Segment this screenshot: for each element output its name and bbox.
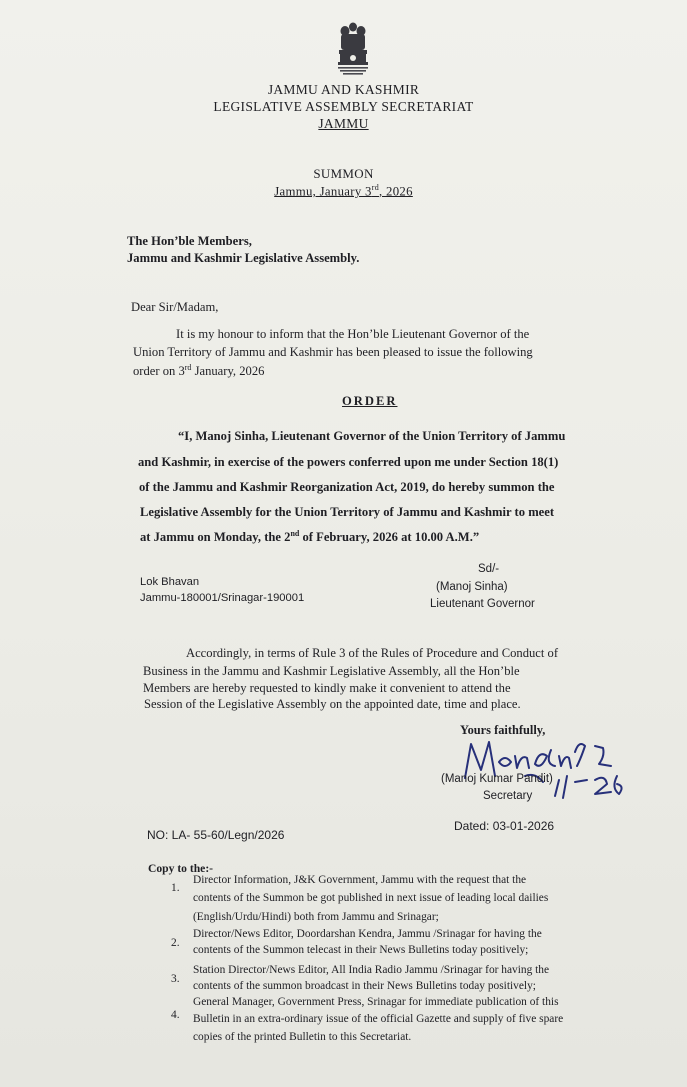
header-line-3: JAMMU xyxy=(318,116,369,131)
order-line-3: of the Jammu and Kashmir Reorganization Act, 2019, do hereby summon the xyxy=(139,480,555,494)
lg-designation: Lieutenant Governor xyxy=(430,598,535,610)
salutation: Dear Sir/Madam, xyxy=(131,300,219,314)
copy-item-2-line-1: Director/News Editor, Doordarshan Kendra, Jammu /Srinagar for having the xyxy=(193,928,542,940)
intro-line-1: It is my honour to inform that the Hon’ble Lieutenant Governor of the xyxy=(176,327,530,341)
order-line-1: “I, Manoj Sinha, Lieutenant Governor of the Union Territory of Jammu xyxy=(178,429,566,443)
header-line-1: JAMMU AND KASHMIR xyxy=(267,82,420,97)
order-line-4: Legislative Assembly for the Union Territory of Jammu and Kashmir to meet xyxy=(140,505,555,519)
lg-sd: Sd/- xyxy=(478,563,500,575)
copy-item-3-number: 3. xyxy=(171,973,180,985)
lg-place-2: Jammu-180001/Srinagar-190001 xyxy=(140,592,305,604)
order-title: ORDER xyxy=(342,394,398,408)
copy-item-3-line-1: Station Director/News Editor, All India Radio Jammu /Srinagar for having the xyxy=(193,964,550,976)
addressee-line-1: The Hon’ble Members, xyxy=(127,234,252,248)
copy-item-3-line-2: contents of the summon broadcast in their News Bulletins today positively; xyxy=(193,980,536,992)
secretary-name: (Manoj Kumar Pandit) xyxy=(441,773,553,785)
order-line-2: and Kashmir, in exercise of the powers conferred upon me under Section 18(1) xyxy=(138,455,559,469)
copy-item-1-number: 1. xyxy=(171,882,180,894)
copy-item-4-line-1: General Manager, Government Press, Srinagar for immediate publication of this xyxy=(193,996,559,1008)
yours-faithfully: Yours faithfully, xyxy=(460,723,546,737)
reference-number: NO: LA- 55-60/Legn/2026 xyxy=(147,828,285,842)
intro-line-2: Union Territory of Jammu and Kashmir has been pleased to issue the following xyxy=(133,345,533,359)
copy-item-1-line-3: (English/Urdu/Hindi) both from Jammu and Srinagar; xyxy=(193,911,439,923)
copy-item-1-line-2: contents of the Summon be got published in next issue of leading local dailies xyxy=(193,892,549,904)
copy-item-2-number: 2. xyxy=(171,937,180,949)
order-line-5: at Jammu on Monday, the 2nd of February, 2026 at 10.00 A.M.” xyxy=(140,529,480,545)
lg-name: (Manoj Sinha) xyxy=(436,581,508,593)
copy-item-2-line-2: contents of the Summon telecast in their News Bulletins today positively; xyxy=(193,944,529,956)
national-emblem-icon xyxy=(334,20,372,76)
summon-title: SUMMON xyxy=(313,166,374,181)
secretary-signature xyxy=(455,736,630,806)
header-line-2: LEGISLATIVE ASSEMBLY SECRETARIAT xyxy=(213,99,474,114)
addressee-line-2: Jammu and Kashmir Legislative Assembly. xyxy=(127,251,360,265)
copy-item-4-line-3: copies of the printed Bulletin to this Secretariat. xyxy=(193,1031,412,1043)
reference-date: Dated: 03-01-2026 xyxy=(454,819,555,833)
copy-item-4-line-2: Bulletin in an extra-ordinary issue of the official Gazette and supply of five spare xyxy=(193,1013,564,1025)
lg-place-1: Lok Bhavan xyxy=(140,576,200,588)
intro-line-3: order on 3rd January, 2026 xyxy=(133,363,265,379)
copy-item-4-number: 4. xyxy=(171,1009,180,1021)
accordingly-line-1: Accordingly, in terms of Rule 3 of the Rules of Procedure and Conduct of xyxy=(186,646,559,660)
copy-item-1-line-1: Director Information, J&K Government, Jammu with the request that the xyxy=(193,874,527,886)
summon-date: Jammu, January 3rd, 2026 xyxy=(274,183,413,199)
copy-to-heading: Copy to the:- xyxy=(148,862,214,875)
accordingly-line-4: Session of the Legislative Assembly on the appointed date, time and place. xyxy=(144,697,521,711)
secretary-designation: Secretary xyxy=(483,790,533,802)
accordingly-line-2: Business in the Jammu and Kashmir Legislative Assembly, all the Hon’ble xyxy=(143,664,520,678)
accordingly-line-3: Members are hereby requested to kindly make it convenient to attend the xyxy=(143,681,511,695)
